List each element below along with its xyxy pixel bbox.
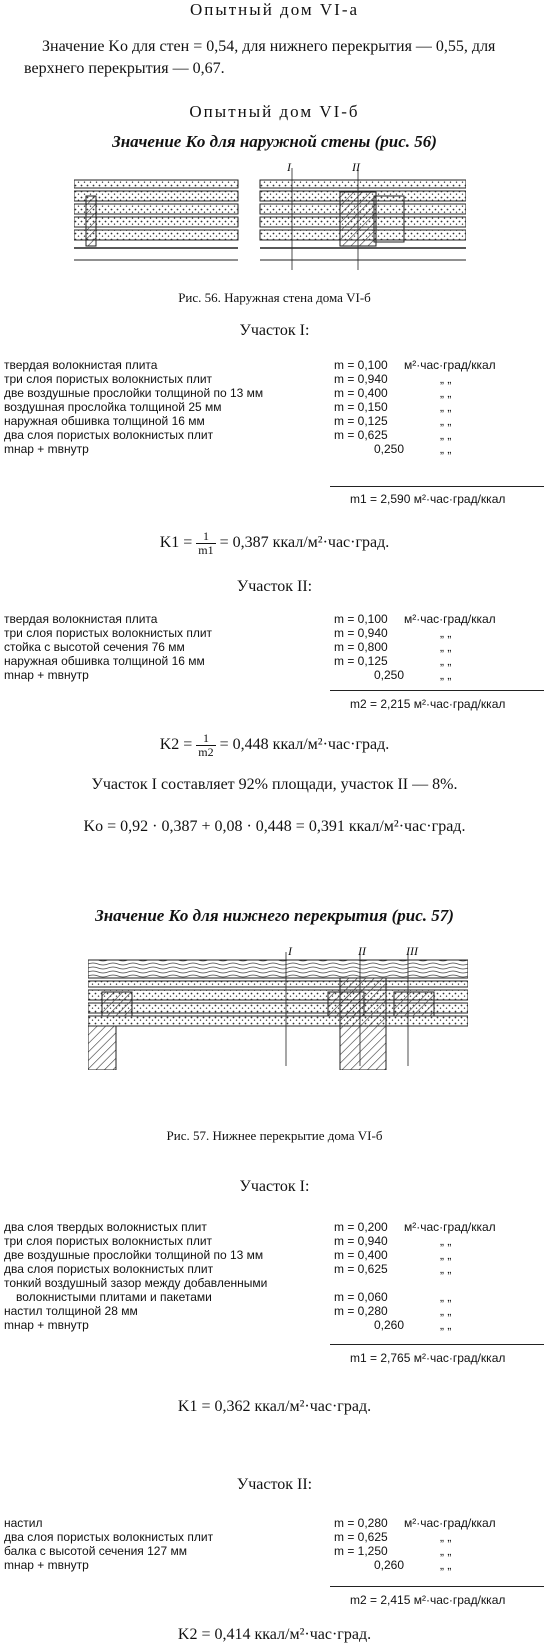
table-row: два слоя пористых волокнистых плит m = 0,625 „ „ bbox=[4, 1262, 452, 1276]
table-row: наружная обшивка толщиной 16 мм m = 0,125 „ „ bbox=[4, 414, 452, 428]
house-a-title: Опытный дом VI-а bbox=[189, 0, 360, 19]
fig57-mark-iii: III bbox=[406, 944, 418, 958]
wall-section-1-title: Участок I: bbox=[239, 322, 310, 339]
fig56-mark-i: I bbox=[287, 160, 291, 174]
table-row: mнар + mвнутр 0,250 „ „ bbox=[4, 442, 452, 456]
table-row: три слоя пористых волокнистых плит m = 0,940 „ „ bbox=[4, 372, 452, 386]
wall-section-2-title: Участок II: bbox=[236, 578, 313, 595]
fig57-mark-ii: II bbox=[358, 944, 366, 958]
table-row: mнар + mвнутр 0,260 „ „ bbox=[4, 1558, 452, 1572]
wall-k2-formula: K2 = $\frac{1}{m2}$ = 0,448 ккал/м²·час·град. bbox=[159, 731, 390, 759]
table-row: mнар + mвнутр 0,260 „ „ bbox=[4, 1318, 452, 1332]
table-row: настил толщиной 28 мм m = 0,280 „ „ bbox=[4, 1304, 452, 1318]
figure-56-wall-drawing bbox=[74, 166, 466, 276]
floor-section-2-total: m2 = 2,415 м²·час·град/ккал bbox=[350, 1593, 506, 1607]
figure-56-caption: Рис. 56. Наружная стена дома VI-б bbox=[178, 290, 371, 305]
floor-subtitle: Значение Ko для нижнего перекрытия (рис. 57) bbox=[95, 906, 454, 925]
floor-section-1-title: Участок I: bbox=[239, 1178, 310, 1195]
wall-right-panel bbox=[260, 168, 466, 270]
wall-section-2-table bbox=[4, 612, 544, 682]
table-row: два слоя пористых волокнистых плит m = 0,625 „ „ bbox=[4, 1530, 452, 1544]
table-rule bbox=[330, 1586, 544, 1587]
wall-section-2-total: m2 = 2,215 м²·час·град/ккал bbox=[350, 697, 506, 711]
table-row: волокнистыми плитами и пакетами m = 0,060 „ „ bbox=[16, 1290, 452, 1304]
wall-section-1-table bbox=[4, 358, 544, 456]
table-row: балка с высотой сечения 127 мм m = 1,250 „ „ bbox=[4, 1544, 452, 1558]
table-row: тонкий воздушный зазор между добавленными bbox=[4, 1276, 268, 1290]
table-row: mнар + mвнутр 0,250 „ „ bbox=[4, 668, 452, 682]
table-row: твердая волокнистая плита m = 0,100 м²·час·град/ккал bbox=[4, 612, 496, 626]
fig56-mark-ii: II bbox=[352, 160, 360, 174]
table-row: два слоя твердых волокнистых плит m = 0,200 м²·час·град/ккал bbox=[4, 1220, 496, 1234]
table-rule bbox=[330, 486, 544, 487]
figure-57-caption: Рис. 57. Нижнее перекрытие дома VI-б bbox=[166, 1128, 383, 1143]
house-b-title: Опытный дом VI-б bbox=[189, 102, 360, 121]
wall-subtitle: Значение Ko для наружной стены (рис. 56) bbox=[112, 132, 437, 151]
floor-k1-formula: K1 = 0,362 ккал/м²·час·град. bbox=[177, 1398, 372, 1415]
table-rule bbox=[330, 690, 544, 691]
fraction: $\frac{1}{m2}$ bbox=[198, 731, 214, 759]
table-rule bbox=[330, 1344, 544, 1345]
floor-section-2-title: Участок II: bbox=[236, 1476, 313, 1493]
area-share-text: Участок I составляет 92% площади, участок II — 8%. bbox=[91, 776, 458, 793]
table-row: две воздушные прослойки толщиной по 13 мм m = 0,400 „ „ bbox=[4, 386, 452, 400]
table-row: наружная обшивка толщиной 16 мм m = 0,125 „ „ bbox=[4, 654, 452, 668]
wall-k1-formula: K1 = $\frac{1}{m1}$ = 0,387 ккал/м²·час·град. bbox=[159, 529, 390, 557]
floor-section-1-total: m1 = 2,765 м²·час·град/ккал bbox=[350, 1351, 506, 1365]
wall-left-panel bbox=[74, 180, 238, 260]
table-row: две воздушные прослойки толщиной по 13 мм m = 0,400 „ „ bbox=[4, 1248, 452, 1262]
table-row: твердая волокнистая плита m = 0,100 м²·час·град/ккал bbox=[4, 358, 496, 372]
table-row: три слоя пористых волокнистых плит m = 0,940 „ „ bbox=[4, 626, 452, 640]
floor-section-1-table bbox=[4, 1220, 544, 1332]
floor-section-2-table bbox=[4, 1516, 544, 1572]
figure-57-floor-drawing bbox=[88, 950, 468, 1070]
floor-k2-formula: K2 = 0,414 ккал/м²·час·град. bbox=[177, 1626, 372, 1643]
table-row: воздушная прослойка толщиной 25 мм m = 0,150 „ „ bbox=[4, 400, 452, 414]
table-row: настил m = 0,280 м²·час·град/ккал bbox=[4, 1516, 496, 1530]
fraction: $\frac{1}{m1}$ bbox=[198, 529, 214, 557]
table-row: стойка с высотой сечения 76 мм m = 0,800 „ „ bbox=[4, 640, 452, 654]
wall-section-1-total: m1 = 2,590 м²·час·град/ккал bbox=[350, 492, 506, 506]
table-row: три слоя пористых волокнистых плит m = 0,940 „ „ bbox=[4, 1234, 452, 1248]
k0-formula: Ko = 0,92 · 0,387 + 0,08 · 0,448 = 0,391 ккал/м²·час·град. bbox=[83, 818, 466, 835]
table-row: два слоя пористых волокнистых плит m = 0,625 „ „ bbox=[4, 428, 452, 442]
house-a-text: Значение Ko для стен = 0,54, для нижнего перекрытия — 0,55, для верхнего перекрытия — 0,67. bbox=[24, 38, 496, 77]
fig57-mark-i: I bbox=[288, 944, 292, 958]
